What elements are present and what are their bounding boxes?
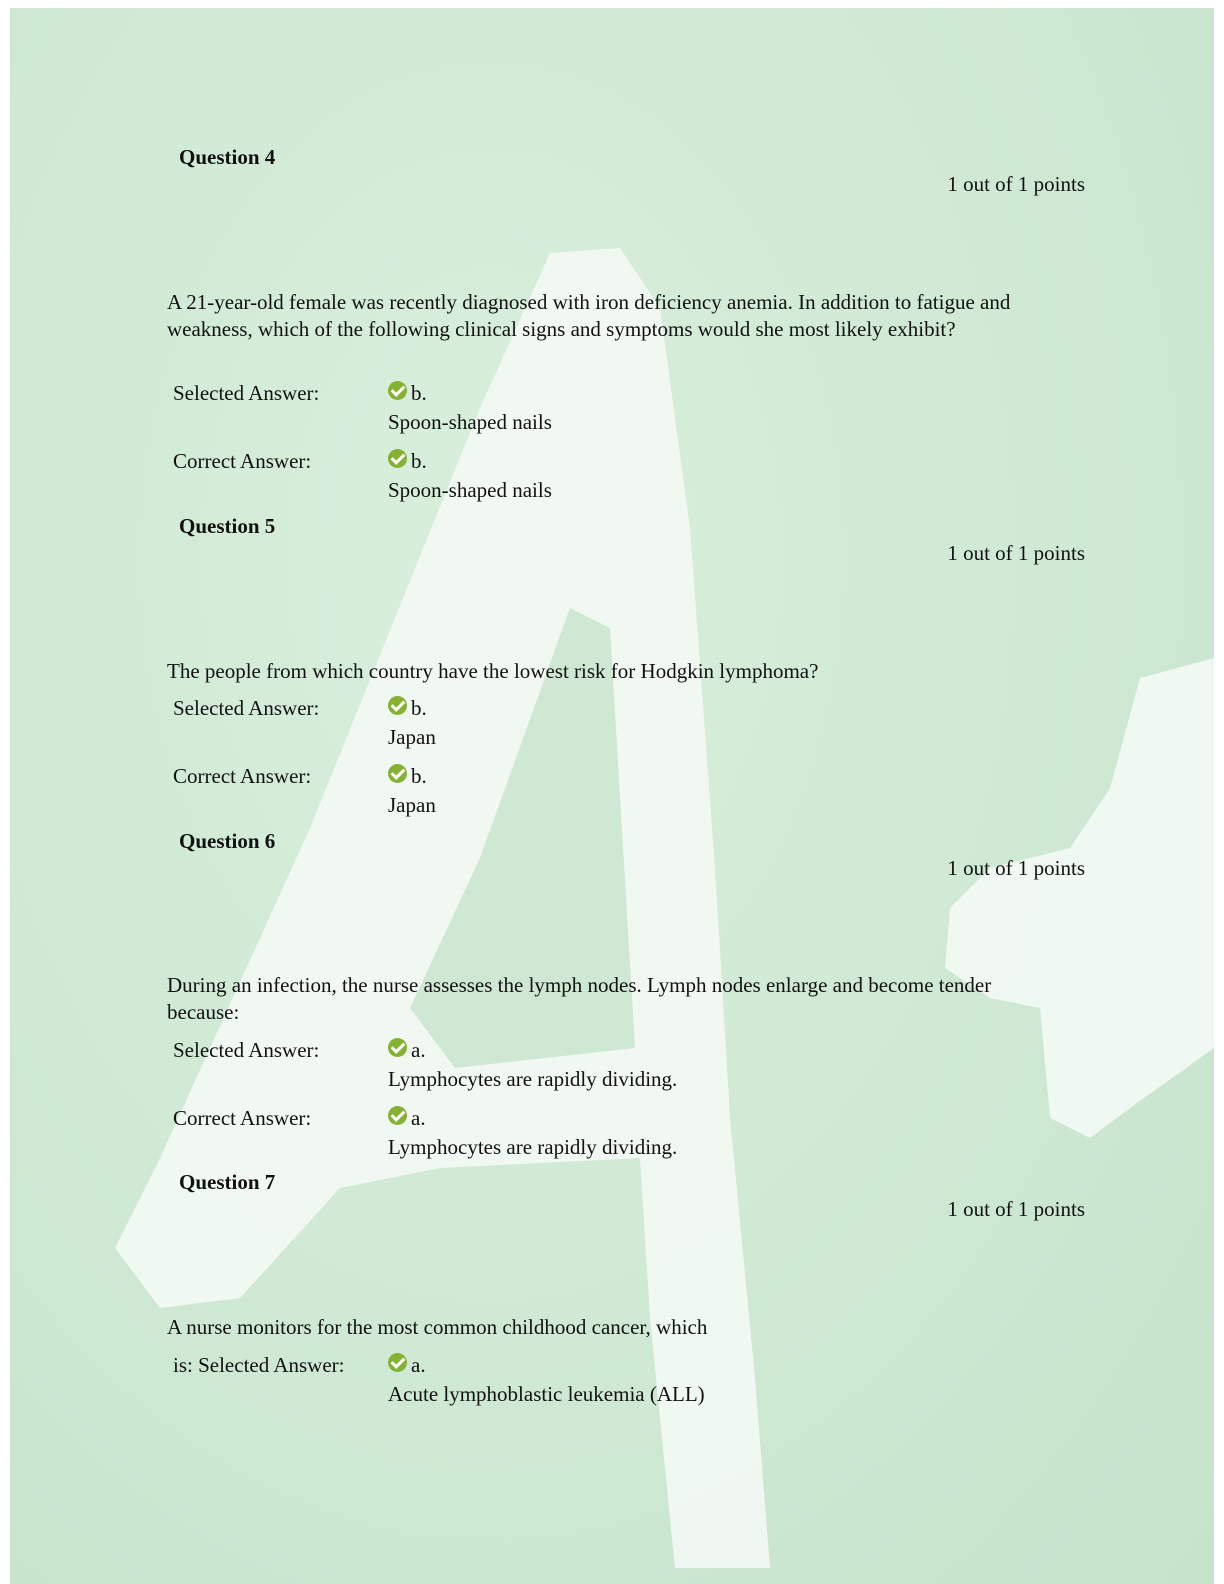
correct-answer-label: Correct Answer: (173, 1106, 312, 1130)
question-points: 1 out of 1 points (947, 856, 1085, 880)
check-circle-icon (388, 764, 407, 783)
question-title: Question 7 (179, 1170, 276, 1194)
selected-answer-label: Selected Answer: (173, 381, 320, 405)
check-circle-icon (388, 1038, 407, 1057)
check-circle-icon (388, 696, 407, 715)
correct-answer-letter: b. (411, 449, 427, 473)
correct-answer (388, 447, 552, 505)
question-title: Question 6 (179, 829, 276, 853)
check-circle-icon (388, 381, 407, 400)
selected-answer (388, 694, 436, 752)
selected-answer-text: Acute lymphoblastic leukemia (ALL) (388, 1382, 705, 1406)
selected-answer (388, 1036, 677, 1094)
selected-answer-label: is: Selected Answer: (173, 1353, 345, 1377)
correct-answer-label: Correct Answer: (173, 764, 312, 788)
question-text: A 21-year-old female was recently diagnosed with iron deficiency anemia. In addition to fatigue and weakness, which of the following clinical signs and symptoms would she most likely exhibit? (167, 290, 1011, 341)
selected-answer-letter: a. (411, 1038, 426, 1062)
check-circle-icon (388, 1353, 407, 1372)
question-text: During an infection, the nurse assesses the lymph nodes. Lymph nodes enlarge and become tender because: (167, 973, 992, 1024)
selected-answer-label: Selected Answer: (173, 1038, 320, 1062)
correct-answer-text: Lymphocytes are rapidly dividing. (388, 1135, 678, 1159)
selected-answer-text: Lymphocytes are rapidly dividing. (388, 1067, 678, 1091)
correct-answer-label: Correct Answer: (173, 449, 312, 473)
question-points: 1 out of 1 points (947, 1197, 1085, 1221)
question-text: The people from which country have the lowest risk for Hodgkin lymphoma? (167, 659, 819, 683)
selected-answer-letter: b. (411, 381, 427, 405)
check-circle-icon (388, 1106, 407, 1125)
correct-answer (388, 762, 436, 820)
question-points: 1 out of 1 points (947, 541, 1085, 565)
selected-answer-text: Spoon-shaped nails (388, 410, 552, 434)
question-text: A nurse monitors for the most common childhood cancer, which (167, 1315, 708, 1339)
document-page (10, 8, 1214, 1584)
question-title: Question 4 (179, 145, 276, 169)
correct-answer-letter: a. (411, 1106, 426, 1130)
correct-answer-text: Japan (388, 793, 436, 817)
question-points: 1 out of 1 points (947, 172, 1085, 196)
correct-answer-text: Spoon-shaped nails (388, 478, 552, 502)
selected-answer-label: Selected Answer: (173, 696, 320, 720)
selected-answer-letter: a. (411, 1353, 426, 1377)
selected-answer (388, 1351, 705, 1409)
check-circle-icon (388, 449, 407, 468)
selected-answer-text: Japan (388, 725, 436, 749)
selected-answer-letter: b. (411, 696, 427, 720)
correct-answer-letter: b. (411, 764, 427, 788)
correct-answer (388, 1104, 677, 1162)
question-title: Question 5 (179, 514, 276, 538)
selected-answer (388, 379, 552, 437)
